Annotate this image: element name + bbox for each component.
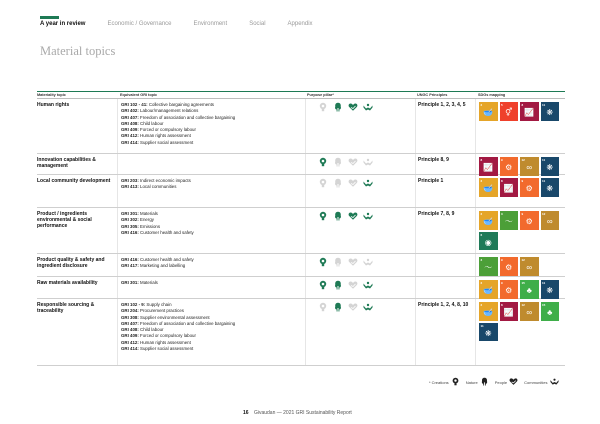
- gri-code: GRI 409:: [121, 333, 139, 339]
- sdg-11-icon: 11 ❋: [541, 178, 560, 197]
- top-nav: [40, 21, 335, 27]
- materiality-topic: Innovation capabilities & management: [37, 157, 96, 169]
- pillar-legend: [429, 377, 565, 387]
- tree-icon: [480, 377, 489, 387]
- legend-item: [466, 377, 491, 387]
- sdg-2-icon: 2 🥣: [479, 211, 498, 230]
- table-row: [37, 299, 565, 366]
- heart-hand-icon: [509, 377, 518, 387]
- hands-icon: [363, 302, 373, 312]
- pillar-cell: [305, 154, 415, 174]
- ungc-cell: [415, 254, 475, 276]
- sdg-6-icon: 6 ◉: [479, 232, 498, 251]
- tree-icon: [333, 257, 343, 267]
- pillar-cell: [305, 299, 415, 365]
- sdg-2-icon: 2 🥣: [479, 280, 498, 299]
- tree-icon: [333, 102, 343, 112]
- gri-description: Supplier social assessment: [138, 139, 194, 145]
- sdg-9-icon: 9 ⚙: [520, 211, 539, 230]
- gri-code: GRI 308:: [121, 314, 139, 320]
- gri-cell: [117, 277, 305, 298]
- ungc-cell: [415, 277, 475, 298]
- sdg-15-icon: 15 ♣: [520, 280, 539, 299]
- gri-code: GRI 414:: [121, 139, 139, 145]
- gri-code: GRI 102 - 9:: [121, 302, 146, 307]
- topic-cell: [37, 254, 117, 276]
- gri-cell: [117, 175, 305, 207]
- sdg-cell: [475, 277, 565, 298]
- gri-topic: [121, 230, 305, 236]
- sdg-12-icon: 12 ∞: [520, 157, 539, 176]
- ungc-cell: [415, 154, 475, 174]
- gri-description: Freedom of association and collective bargaining: [138, 320, 236, 326]
- sdg-cell: [475, 154, 565, 174]
- pillar-cell: [305, 208, 415, 253]
- gri-code: GRI 203:: [121, 178, 139, 183]
- gri-description: Customer health and safety: [138, 229, 194, 235]
- hands-icon: [550, 377, 559, 387]
- gri-topic: [121, 263, 305, 269]
- hands-icon: [363, 280, 373, 290]
- gri-code: GRI 412:: [121, 133, 139, 139]
- sdg-8-icon: 8 📈: [500, 178, 519, 197]
- heart-hand-icon: [348, 302, 358, 312]
- sdg-9-icon: 9 ⚙: [500, 257, 519, 276]
- legend-item: [524, 377, 560, 387]
- gri-description: Forced or compulsory labour: [138, 127, 196, 133]
- gri-topic: [121, 140, 305, 146]
- heart-hand-icon: [348, 102, 358, 112]
- ungc-principles: Principle 1, 2, 4, 8, 10: [418, 302, 469, 308]
- pillar-cell: [305, 254, 415, 276]
- gri-code: GRI 416:: [121, 257, 139, 262]
- gri-description: Labour/management relations: [138, 108, 199, 114]
- tree-icon: [333, 157, 343, 167]
- gri-description: Materials: [138, 280, 158, 285]
- lightbulb-icon: [318, 157, 328, 167]
- topic-cell: [37, 154, 117, 174]
- heart-hand-icon: [348, 257, 358, 267]
- gri-description: Customer health and safety: [138, 257, 194, 262]
- sdg-11-icon: 11 ❋: [541, 280, 560, 299]
- sdg-8-icon: 8 📈: [500, 302, 519, 321]
- gri-description: Emissions: [138, 223, 161, 229]
- sdg-11-icon: 11 ❋: [479, 323, 498, 342]
- sdg-2-icon: 2 🥣: [479, 178, 498, 197]
- header-materiality-topic: Materiality topic: [37, 93, 66, 97]
- materiality-topic: Responsible sourcing & traceability: [37, 302, 95, 314]
- topic-cell: [37, 175, 117, 207]
- gri-description: Child labour: [138, 120, 164, 126]
- gri-code: GRI 407:: [121, 320, 139, 326]
- table-row: [37, 175, 565, 208]
- gri-cell: [117, 154, 305, 174]
- gri-code: GRI 409:: [121, 127, 139, 133]
- table-row: [37, 254, 565, 277]
- ungc-cell: [415, 208, 475, 253]
- topic-cell: [37, 208, 117, 253]
- sdg-8-icon: 8 📈: [520, 102, 539, 121]
- sdg-2-icon: 2 🥣: [479, 302, 498, 321]
- gri-cell: [117, 299, 305, 365]
- table-header: [37, 92, 565, 99]
- sdg-3-icon: 3 〜: [500, 211, 519, 230]
- sdg-12-icon: 12 ∞: [520, 302, 539, 321]
- gri-cell: [117, 254, 305, 276]
- ungc-principles: Principle 1, 2, 3, 4, 5: [418, 102, 466, 108]
- gri-description: Procurement practices: [138, 308, 184, 314]
- sdg-cell: [475, 208, 565, 253]
- ungc-principles: Principle 1: [418, 178, 444, 184]
- topic-cell: [37, 299, 117, 365]
- topic-cell: [37, 277, 117, 298]
- materiality-topic: Product / ingredients environmental & social performance: [37, 211, 92, 229]
- hands-icon: [363, 178, 373, 188]
- lightbulb-icon: [318, 102, 328, 112]
- legend-item: [432, 377, 462, 387]
- sdg-9-icon: 9 ⚙: [520, 178, 539, 197]
- gri-description: Materials: [138, 211, 158, 216]
- table-row: [37, 99, 565, 154]
- materiality-topic: Raw materials availability: [37, 280, 98, 286]
- page-footer: [243, 410, 352, 416]
- ungc-principles: Principle 8, 9: [418, 157, 449, 163]
- sdg-5-icon: 5 ⚥: [500, 102, 519, 121]
- legend-asterisk: *: [429, 379, 431, 385]
- gri-topic: [121, 280, 305, 286]
- heart-hand-icon: [348, 157, 358, 167]
- nav-item-appendix[interactable]: Appendix: [287, 21, 313, 27]
- lightbulb-icon: [318, 302, 328, 312]
- header-sdgs-mapping: SDGs mapping: [478, 93, 506, 97]
- gri-code: GRI 301:: [121, 211, 139, 216]
- pillar-cell: [305, 175, 415, 207]
- pillar-cell: [305, 99, 415, 153]
- nav-item-social[interactable]: Social: [249, 21, 266, 27]
- gri-description: Human rights assessment: [138, 339, 191, 345]
- hands-icon: [363, 157, 373, 167]
- legend-item: [495, 377, 520, 387]
- tree-icon: [333, 302, 343, 312]
- table-row: [37, 154, 565, 175]
- table-row: [37, 208, 565, 254]
- nav-item-economic-governance[interactable]: Economic / Governance: [107, 21, 172, 27]
- sdg-12-icon: 12 ∞: [520, 257, 539, 276]
- ungc-principles: Principle 7, 8, 9: [418, 211, 455, 217]
- table-body: [37, 99, 565, 366]
- gri-topic: [121, 346, 305, 352]
- heart-hand-icon: [348, 211, 358, 221]
- table-row: [37, 277, 565, 299]
- tree-icon: [333, 280, 343, 290]
- gri-code: GRI 416:: [121, 229, 139, 235]
- heart-hand-icon: [348, 280, 358, 290]
- ungc-cell: [415, 299, 475, 365]
- hands-icon: [363, 257, 373, 267]
- gri-code: GRI 102 - 41:: [121, 102, 148, 107]
- sdg-12-icon: 12 ∞: [541, 211, 560, 230]
- sdg-cell: [475, 175, 565, 207]
- gri-description: Local communities: [138, 184, 177, 190]
- gri-cell: [117, 99, 305, 153]
- gri-code: GRI 414:: [121, 346, 139, 352]
- sdg-2-icon: 2 🥣: [479, 102, 498, 121]
- gri-code: GRI 302:: [121, 217, 139, 223]
- header-purpose-pillar: Purpose pillar*: [307, 93, 334, 97]
- sdg-cell: [475, 254, 565, 276]
- sdg-cell: [475, 299, 565, 365]
- tree-icon: [333, 178, 343, 188]
- ungc-cell: [415, 175, 475, 207]
- gri-topic: [121, 184, 305, 190]
- page-title: Material topics: [40, 44, 116, 58]
- legend-label: Nature: [465, 379, 478, 385]
- tree-icon: [333, 211, 343, 221]
- gri-code: GRI 305:: [121, 223, 139, 229]
- gri-description: Collective bargaining agreements: [147, 102, 214, 107]
- heart-hand-icon: [348, 178, 358, 188]
- nav-item-a-year-in-review[interactable]: A year in review: [40, 21, 86, 27]
- gri-code: GRI 204:: [121, 308, 139, 314]
- materiality-topic: Human rights: [37, 102, 70, 108]
- header-gri-topic: Equivalent GRI topic: [120, 93, 158, 97]
- gri-code: GRI 408:: [121, 120, 139, 126]
- gri-code: GRI 402:: [121, 108, 139, 114]
- gri-code: GRI 417:: [121, 263, 139, 269]
- gri-description: Supplier environmental assessment: [138, 314, 210, 320]
- hands-icon: [363, 102, 373, 112]
- gri-description: Freedom of association and collective bargaining: [138, 114, 236, 120]
- sdg-15-icon: 15 ♣: [541, 302, 560, 321]
- lightbulb-icon: [318, 178, 328, 188]
- gri-code: GRI 412:: [121, 339, 139, 345]
- gri-code: GRI 301:: [121, 280, 139, 285]
- gri-code: GRI 408:: [121, 327, 139, 333]
- gri-description: Forced or compulsory labour: [138, 333, 196, 339]
- gri-description: Supply chain: [145, 302, 172, 307]
- sdg-11-icon: 11 ❋: [541, 157, 560, 176]
- sdg-3-icon: 3 〜: [479, 257, 498, 276]
- lightbulb-icon: [451, 377, 460, 387]
- legend-label: People: [494, 379, 508, 385]
- legend-label: Communities: [524, 379, 548, 385]
- materiality-topic: Local community development: [37, 178, 111, 184]
- lightbulb-icon: [318, 257, 328, 267]
- legend-label: Creations: [431, 379, 449, 385]
- page-number: 16: [243, 410, 249, 416]
- lightbulb-icon: [318, 211, 328, 221]
- gri-code: GRI 413:: [121, 184, 139, 190]
- sdg-9-icon: 9 ⚙: [500, 280, 519, 299]
- gri-cell: [117, 208, 305, 253]
- pillar-cell: [305, 277, 415, 298]
- gri-description: Indirect economic impacts: [138, 178, 191, 183]
- materiality-topic: Product quality & safety and ingredient disclosure: [37, 257, 105, 269]
- gri-code: GRI 407:: [121, 114, 139, 120]
- footer-text: Givaudan — 2021 GRI Sustainability Report: [253, 410, 352, 416]
- sdg-cell: [475, 99, 565, 153]
- sdg-11-icon: 11 ❋: [541, 102, 560, 121]
- nav-item-environment[interactable]: Environment: [193, 21, 228, 27]
- lightbulb-icon: [318, 280, 328, 290]
- topic-cell: [37, 99, 117, 153]
- sdg-8-icon: 8 📈: [479, 157, 498, 176]
- gri-description: Child labour: [138, 327, 164, 333]
- gri-description: Marketing and labelling: [138, 263, 186, 269]
- gri-description: Supplier social assessment: [138, 346, 194, 352]
- hands-icon: [363, 211, 373, 221]
- gri-description: Human rights assessment: [138, 133, 191, 139]
- ungc-cell: [415, 99, 475, 153]
- gri-description: Energy: [138, 217, 154, 223]
- material-topics-table: [37, 91, 565, 366]
- header-ungc-principles: UNGC Principles: [417, 93, 448, 97]
- sdg-9-icon: 9 ⚙: [500, 157, 519, 176]
